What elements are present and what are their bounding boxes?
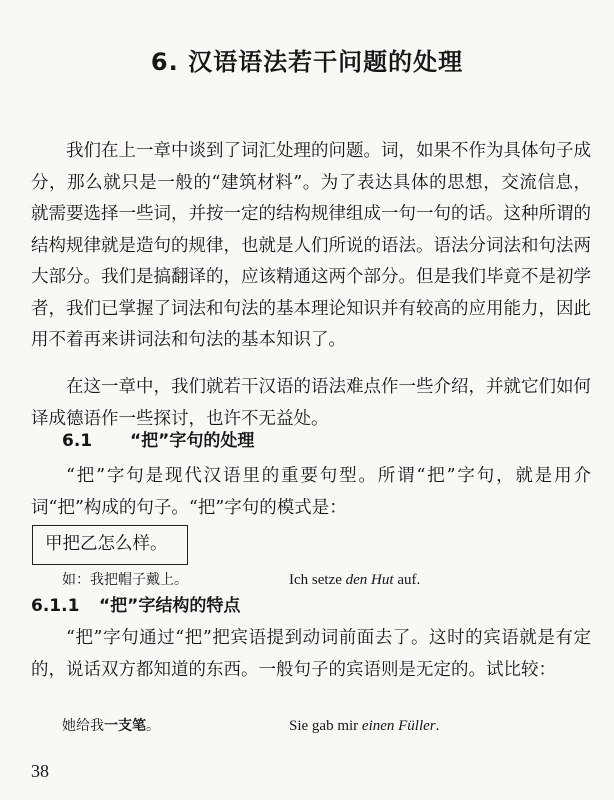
- example-1-german: [289, 569, 420, 591]
- example-2-chinese-before: 她给我: [62, 718, 104, 734]
- example-2-chinese-bold: 一支笔: [104, 718, 146, 734]
- page-number: 38: [31, 761, 49, 781]
- section-heading-6-1: [62, 428, 254, 454]
- example-1-german-after: auf.: [393, 572, 421, 588]
- example-2-chinese: [62, 715, 160, 737]
- example-2-chinese-after: 。: [146, 718, 160, 734]
- section-title: “把”字句的处理: [130, 431, 255, 451]
- chapter-title: 6. 汉语语法若干问题的处理: [150, 48, 464, 76]
- example-2-german-after: .: [435, 718, 440, 734]
- example-1-german-before: Ich setze: [289, 572, 346, 588]
- example-2-german-before: Sie gab mir: [289, 718, 362, 734]
- example-1-german-italic: den Hut: [345, 572, 394, 588]
- sentence-pattern-box: 甲把乙怎么样。: [32, 525, 188, 565]
- paragraph-ba-features: “把”字句通过“把”把宾语提到动词前面去了。这时的宾语就是有定的，说话双方都知道的东西。一般句子的宾语则是无定的。试比较：: [31, 628, 591, 680]
- paragraph-ba-definition: “把”字句是现代汉语里的重要句型。所谓“把”字句，就是用介词“把”构成的句子。“把”字句的模式是：: [31, 466, 591, 518]
- section-number: 6.1.1: [31, 596, 80, 616]
- example-2-german: [289, 715, 439, 737]
- example-1-chinese: 如：我把帽子戴上。: [62, 572, 188, 588]
- section-number: 6.1: [62, 431, 93, 451]
- section-heading-6-1-1: [31, 593, 240, 619]
- paragraph-chapter-scope: 在这一章中，我们就若干汉语的语法难点作一些介绍，并就它们如何译成德语作一些探讨，也许不无益处。: [31, 377, 591, 429]
- paragraph-intro: 我们在上一章中谈到了词汇处理的问题。词，如果不作为具体句子成分，那么就只是一般的“建筑材料”。为了表达具体的思想，交流信息，就需要选择一些词，并按一定的结构规律组成一句一句的话。这种所谓的结构规律就是造句的规律，也就是人们所说的语法。语法分词法和句法两大部分。我们是搞翻译的，应该精通这两个部分。但是我们毕竟不是初学者，我们已掌握了词法和句法的基本理论知识并有较高的应用能力，因此用不着再来讲词法和句法的基本知识了。: [31, 141, 591, 350]
- section-title: “把”字结构的特点: [99, 596, 241, 616]
- example-2-german-italic: einen Füller: [361, 718, 436, 734]
